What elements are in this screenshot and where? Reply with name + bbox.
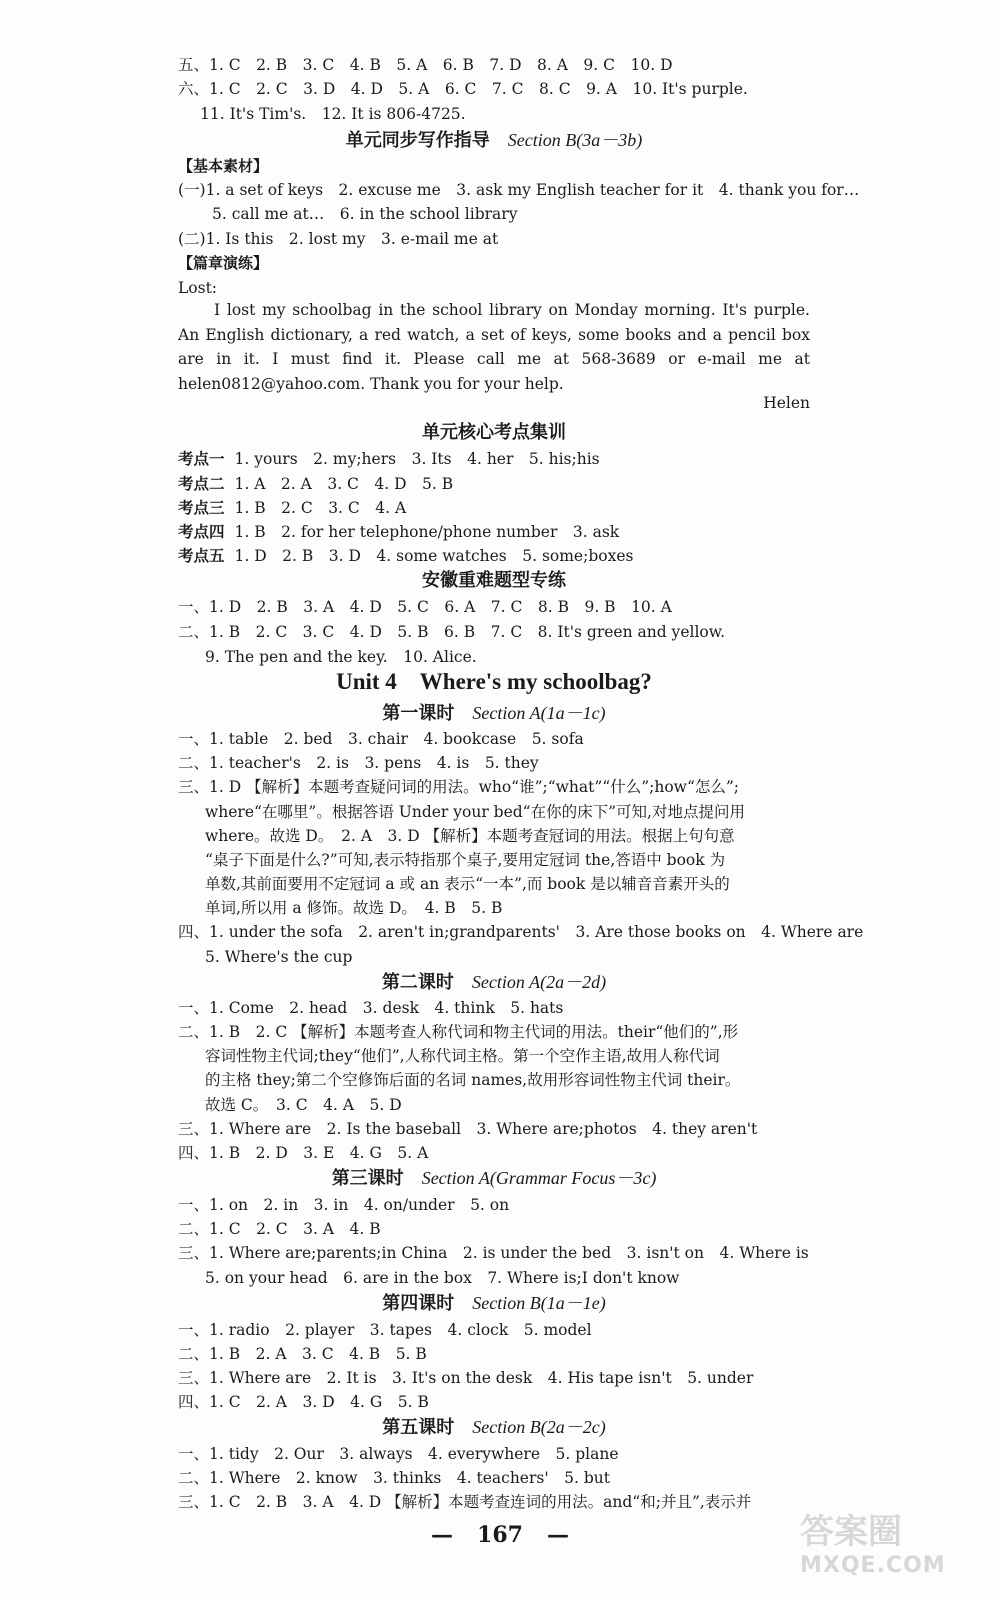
signature: Helen (763, 394, 810, 412)
lesson1-line: “桌子下面是什么?”可知,表示特指那个桌子,要用定冠词 the,答语中 book 为 (205, 851, 726, 869)
lesson5-line: 三、1. C 2. B 3. A 4. D 【解析】本题考查连词的用法。and“和;并且”,表示并 (178, 1493, 752, 1511)
core-label: 考点三 (178, 499, 225, 517)
writing-heading (178, 127, 810, 154)
lesson2-section: Section A(2a－2d) (471, 972, 607, 992)
lesson1-line: where“在哪里”。根据答语 Under your bed“在你的床下”可知,对地点提问用 (205, 803, 745, 821)
lesson1-line: 一、1. table 2. bed 3. chair 4. bookcase 5. sofa (178, 730, 584, 748)
footer-dash-right: — (546, 1522, 569, 1548)
lost-label: Lost: (178, 279, 218, 297)
core-heading: 单元核心考点集训 (422, 422, 566, 443)
anhui-line-2: 二、1. B 2. C 3. C 4. D 5. B 6. B 7. C 8. It's green and yellow. (178, 623, 726, 641)
lesson2-line: 一、1. Come 2. head 3. desk 4. think 5. hats (178, 999, 564, 1017)
lesson1-line: 二、1. teacher's 2. is 3. pens 4. is 5. they (178, 754, 539, 772)
core-row (178, 520, 810, 544)
lesson3-section: Section A(Grammar Focus－3c) (421, 1168, 657, 1188)
watermark-text: 答案圈 (800, 1512, 902, 1552)
lesson3-line: 5. on your head 6. are in the box 7. Where is;I don't know (205, 1269, 680, 1287)
unit-title: Unit 4 Where's my schoolbag? (336, 669, 652, 694)
core-label: 考点一 (178, 450, 225, 468)
core-row (178, 544, 810, 568)
lesson5-title: 第五课时 (382, 1417, 455, 1438)
footer-dash-left: — (431, 1522, 454, 1548)
lesson5-line: 二、1. Where 2. know 3. thinks 4. teachers' 5. but (178, 1469, 610, 1487)
lesson4-title: 第四课时 (382, 1293, 455, 1314)
lesson2-line: 三、1. Where are 2. Is the baseball 3. Where are;photos 4. they aren't (178, 1120, 758, 1138)
core-row (178, 447, 810, 471)
lesson4-line: 三、1. Where are 2. It is 3. It's on the desk 4. His tape isn't 5. under (178, 1369, 754, 1387)
lesson2-line: 故选 C。 3. C 4. A 5. D (205, 1096, 402, 1114)
practice-label: 【篇章演练】 (178, 254, 269, 272)
lesson2-line: 的主格 they;第二个空修饰后面的名词 names,故用形容词性物主代词 their。 (205, 1071, 741, 1089)
lost-notice-paragraph: I lost my schoolbag in the school library on Monday morning. It's purple. An English dictionary, a red watch, a set of keys, some books and a pencil box are in it. I must find it. Please call me at 568-3689 or e-mail me at helen0812@yahoo.com. Thank you for your help. (178, 301, 810, 393)
lesson3-line: 三、1. Where are;parents;in China 2. is under the bed 3. isn't on 4. Where is (178, 1244, 809, 1262)
site-watermark (800, 1504, 980, 1584)
lesson3-title: 第三课时 (331, 1168, 404, 1189)
lesson2-heading (178, 969, 810, 996)
lesson1-heading (178, 700, 810, 727)
lesson5-heading (178, 1414, 810, 1441)
core-answers: 1. B 2. C 3. C 4. A (234, 499, 407, 517)
lesson1-line: 三、1. D 【解析】本题考查疑问词的用法。who“谁”;“what”“什么”;how“怎么”; (178, 778, 740, 796)
core-answers: 1. yours 2. my;hers 3. Its 4. her 5. his;his (234, 450, 600, 468)
basic-material-1b: 5. call me at… 6. in the school library (212, 205, 518, 223)
lesson3-heading (178, 1165, 810, 1192)
lesson4-line: 四、1. C 2. A 3. D 4. G 5. B (178, 1393, 429, 1411)
lesson1-line: 5. Where's the cup (205, 948, 353, 966)
answer-line-6: 六、1. C 2. C 3. D 4. D 5. A 6. C 7. C 8. C 9. A 10. It's purple. (178, 80, 748, 98)
lesson2-line: 二、1. B 2. C 【解析】本题考查人称代词和物主代词的用法。their“他们的”,形 (178, 1023, 739, 1041)
writing-section: Section B(3a－3b) (507, 130, 643, 150)
lesson2-title: 第二课时 (381, 972, 454, 993)
lesson4-line: 一、1. radio 2. player 3. tapes 4. clock 5. model (178, 1321, 592, 1339)
answer-line-5: 五、1. C 2. B 3. C 4. B 5. A 6. B 7. D 8. A 9. C 10. D (178, 56, 673, 74)
core-label: 考点二 (178, 475, 225, 493)
lesson1-line: where。故选 D。 2. A 3. D 【解析】本题考查冠词的用法。根据上句句意 (205, 827, 735, 845)
core-label: 考点五 (178, 547, 225, 565)
lesson2-line: 四、1. B 2. D 3. E 4. G 5. A (178, 1144, 429, 1162)
basic-material-label: 【基本素材】 (178, 157, 269, 175)
lesson4-heading (178, 1290, 810, 1317)
lesson4-line: 二、1. B 2. A 3. C 4. B 5. B (178, 1345, 427, 1363)
basic-material-2: (二)1. Is this 2. lost my 3. e-mail me at (178, 230, 499, 248)
lesson2-line: 容词性物主代词;they“他们”,人称代词主格。第一个空作主语,故用人称代词 (205, 1047, 720, 1065)
lesson1-line: 单词,所以用 a 修饰。故选 D。 4. B 5. B (205, 899, 503, 917)
core-answers: 1. A 2. A 3. C 4. D 5. B (234, 475, 454, 493)
basic-material-1a: (一)1. a set of keys 2. excuse me 3. ask my English teacher for it 4. thank you for… (178, 181, 860, 199)
page-number: 167 (477, 1522, 523, 1548)
anhui-heading: 安徽重难题型专练 (422, 570, 566, 591)
lesson1-title: 第一课时 (382, 703, 455, 724)
writing-title: 单元同步写作指导 (345, 130, 490, 151)
lesson1-section: Section A(1a－1c) (472, 703, 606, 723)
lesson3-line: 一、1. on 2. in 3. in 4. on/under 5. on (178, 1196, 510, 1214)
lesson1-line: 单数,其前面要用不定冠词 a 或 an 表示“一本”,而 book 是以辅音音素开头的 (205, 875, 730, 893)
lesson1-line: 四、1. under the sofa 2. aren't in;grandparents' 3. Are those books on 4. Where are (178, 923, 864, 941)
core-answers: 1. D 2. B 3. D 4. some watches 5. some;boxes (234, 547, 634, 565)
watermark-url: MXQE.COM (800, 1553, 946, 1578)
anhui-line-1: 一、1. D 2. B 3. A 4. D 5. C 6. A 7. C 8. B 9. B 10. A (178, 598, 672, 616)
core-row (178, 472, 810, 496)
anhui-line-3: 9. The pen and the key. 10. Alice. (205, 648, 477, 666)
lesson5-section: Section B(2a－2c) (472, 1417, 606, 1437)
core-row (178, 496, 810, 520)
lesson4-section: Section B(1a－1e) (472, 1293, 606, 1313)
lesson3-line: 二、1. C 2. C 3. A 4. B (178, 1220, 381, 1238)
core-label: 考点四 (178, 523, 225, 541)
core-answers: 1. B 2. for her telephone/phone number 3. ask (234, 523, 620, 541)
lesson5-line: 一、1. tidy 2. Our 3. always 4. everywhere 5. plane (178, 1445, 619, 1463)
answer-line-6-cont: 11. It's Tim's. 12. It is 806-4725. (200, 105, 466, 123)
